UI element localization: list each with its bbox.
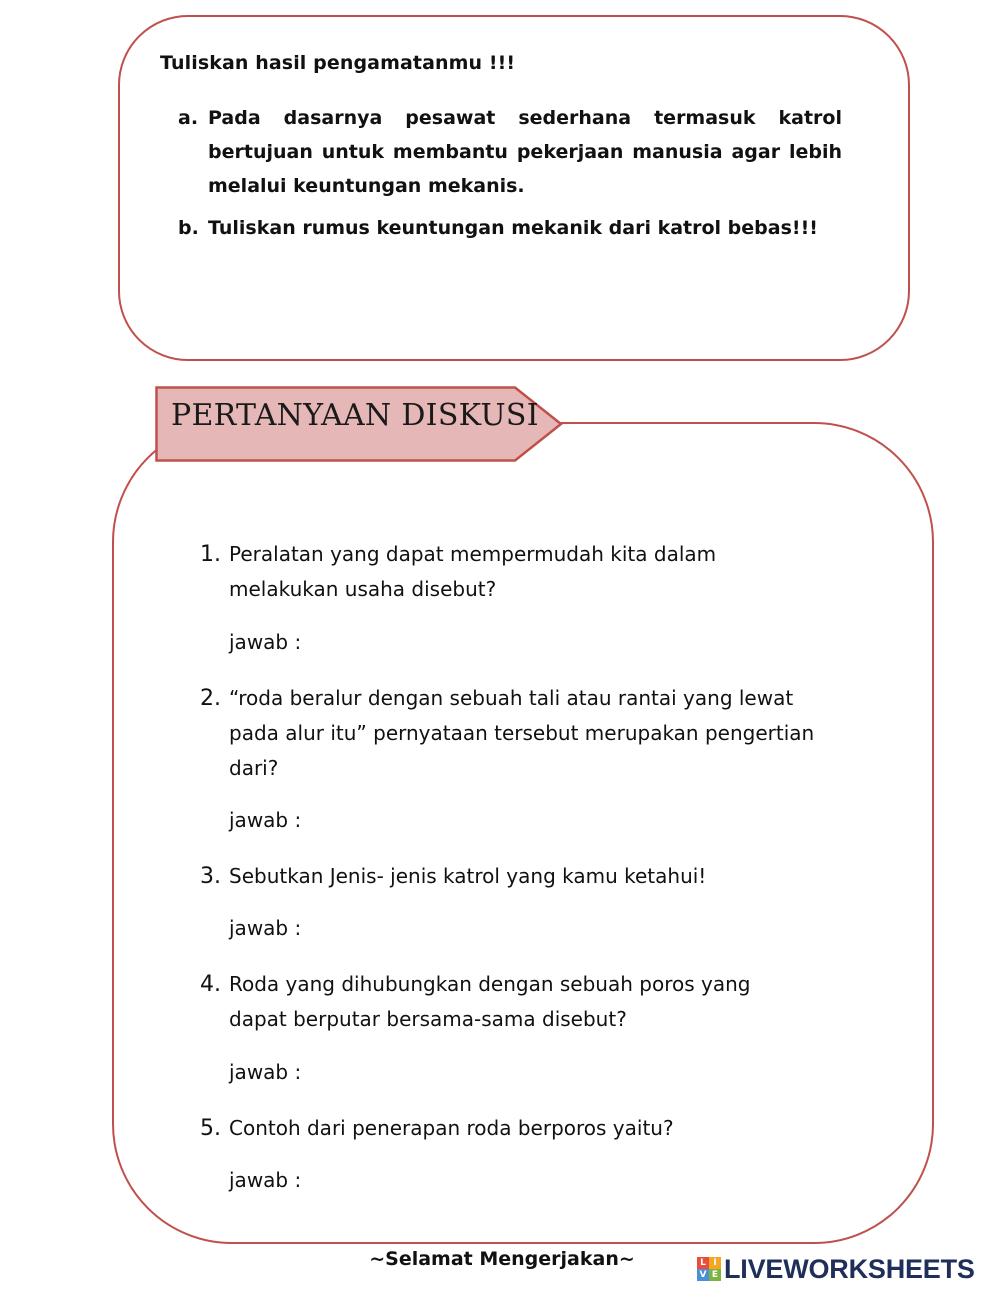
- question-text: “roda beralur dengan sebuah tali atau rantai yang lewat pada alur itu” pernyataan tersebut merupakan pengertian dari?: [229, 686, 815, 780]
- observation-item-text: Pada dasarnya pesawat sederhana termasuk katrol bertujuan untuk membantu pekerjaan manusia agar lebih melalui keuntungan mekanis.: [208, 107, 842, 197]
- answer-label-2: jawab :: [229, 808, 302, 832]
- observation-item-b: [178, 211, 842, 245]
- question-number: 2.: [200, 686, 221, 711]
- observation-item-marker: b.: [178, 217, 199, 239]
- observation-item-text: Tuliskan rumus keuntungan mekanik dari katrol bebas!!!: [208, 217, 818, 239]
- liveworksheets-logo-icon: [697, 1257, 721, 1281]
- question-3: [200, 859, 820, 894]
- question-4: [200, 967, 790, 1037]
- observation-title: Tuliskan hasil pengamatanmu !!!: [160, 52, 516, 74]
- question-number: 5.: [200, 1116, 221, 1141]
- liveworksheets-logo-text: LIVEWORKSHEETS: [724, 1254, 975, 1284]
- question-number: 3.: [200, 864, 221, 889]
- question-number: 4.: [200, 972, 221, 997]
- answer-label-5: jawab :: [229, 1168, 302, 1192]
- question-text: Contoh dari penerapan roda berporos yaitu?: [229, 1116, 674, 1140]
- footer-greeting-text: ~Selamat Mengerjakan~: [369, 1248, 635, 1270]
- answer-label-3: jawab :: [229, 916, 302, 940]
- question-text: Roda yang dihubungkan dengan sebuah poros yang dapat berputar bersama-sama disebut?: [229, 972, 751, 1031]
- section-header-title: PERTANYAAN DISKUSI: [171, 398, 539, 433]
- question-text: Peralatan yang dapat mempermudah kita dalam melakukan usaha disebut?: [229, 542, 717, 601]
- question-5: [200, 1111, 820, 1146]
- question-2: [200, 681, 820, 786]
- observation-item-a: [178, 101, 842, 203]
- observation-item-marker: a.: [178, 107, 199, 129]
- answer-label-4: jawab :: [229, 1060, 302, 1084]
- section-header: [155, 386, 567, 462]
- question-1: [200, 537, 760, 607]
- logo-letter: L: [697, 1257, 709, 1269]
- question-number: 1.: [200, 542, 221, 567]
- logo-letter: V: [697, 1269, 709, 1281]
- logo-letter: E: [709, 1269, 721, 1281]
- logo-letter: I: [709, 1257, 721, 1269]
- question-text: Sebutkan Jenis- jenis katrol yang kamu ketahui!: [229, 864, 707, 888]
- answer-label-1: jawab :: [229, 630, 302, 654]
